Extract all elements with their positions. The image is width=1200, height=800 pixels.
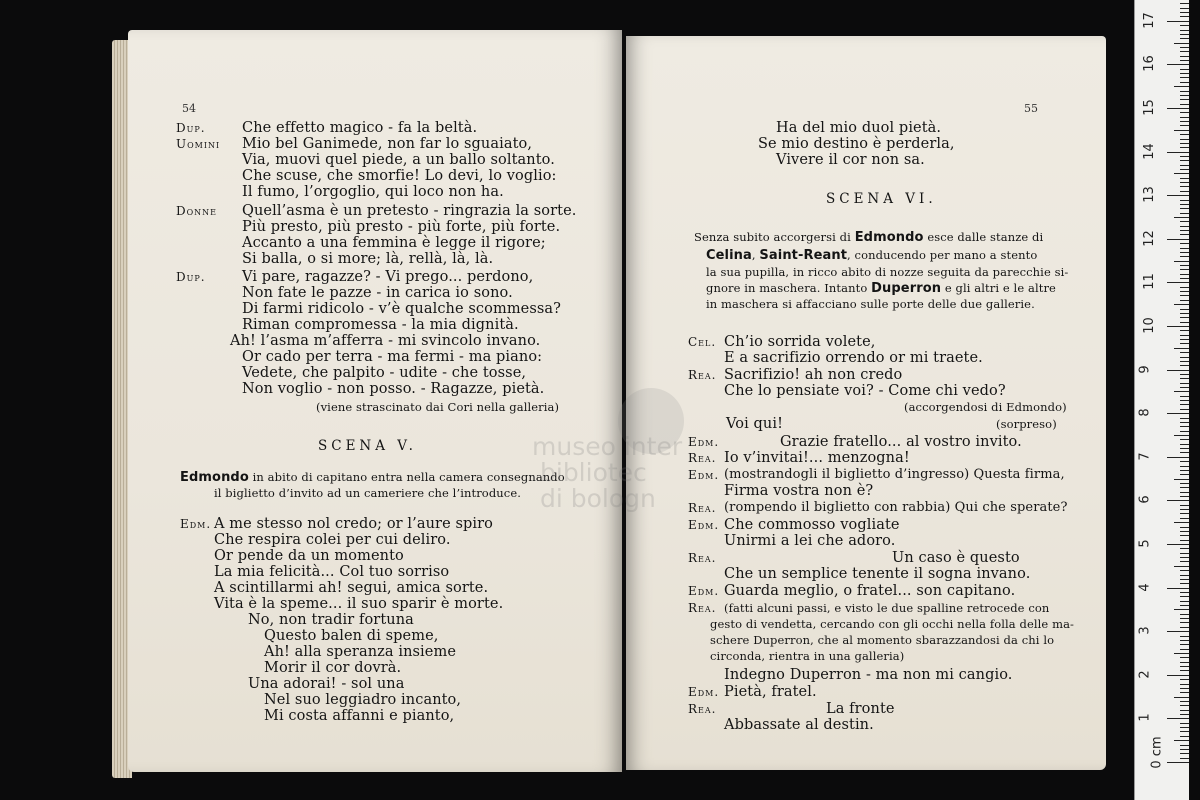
left-page	[128, 30, 622, 772]
ruler-tick	[1180, 186, 1189, 187]
ruler-tick	[1180, 160, 1189, 161]
ruler-tick	[1180, 38, 1189, 39]
ruler-tick	[1174, 522, 1189, 523]
ruler-tick	[1174, 479, 1189, 480]
ruler-tick	[1180, 404, 1189, 405]
ruler-tick	[1167, 500, 1189, 501]
ruler-tick	[1180, 243, 1189, 244]
ruler-tick	[1180, 745, 1189, 746]
watermark-line: di bologn	[540, 484, 656, 513]
ruler-number: 14	[1141, 142, 1157, 160]
ruler-tick	[1180, 125, 1189, 126]
verse-line: Di farmi ridicolo - v’è qualche scommessa?	[242, 301, 562, 317]
ruler-tick	[1180, 614, 1189, 615]
ruler-tick	[1174, 740, 1189, 741]
ruler-tick	[1180, 579, 1189, 580]
ruler-tick	[1174, 173, 1189, 174]
ruler-tick	[1180, 483, 1189, 484]
scene-desc-text: gnore in maschera. Intanto	[706, 281, 868, 295]
ruler-tick	[1180, 143, 1189, 144]
right-page: 55 Ha del mio duol pietà. Se mio destino è perderla, Vivere il cor non sa. SCENA VI. Senza subito accorgersi di Edmondo esce dalle stanze di Celina, Saint-Reant, conducendo per mano a stento la sua pupilla, in ricco abito di nozze seguita da parecchie si- gnore in maschera. Intanto Duperron e gli altri e le altre in maschera si affacciano sulle porte delle due gallerie. Cel. Ch’io sorrida volete, E a sacrifizio orrendo or mi traete. Rea. Sacrifizio! ah non credo Che lo pensiate voi? - Come chi vedo? (accorgendosi di Edmondo) Voi qui! (sorpreso) Edm. Grazie fratello... al vostro invito. Rea. Io v’invitai!... menzogna! Edm. (mostrandogli il biglietto d’ingresso) Questa firma, Firma vostra non è? Rea. (rompendo il biglietto con rabbia) Qui che sperate? Edm. Che commosso vogliate Unirmi a lei che adoro. Rea. Un caso è questo Che un semplice tenente il sogna invano. Edm. Guarda meglio, o fratel... son capitano. Rea. (fatti alcuni passi, e visto le due spalline retrocede con gesto di vendetta, cercando con gli occhi nella folla delle ma- schere Duperron, che al momento sbarazzandosi da chi lo circonda, rientra in una galleria) Indegno Duperron - ma non mi cangio. Edm. Pietà, fratel. Rea. La fronte Abbassate al destin.	[626, 36, 1106, 770]
ruler-tick	[1174, 86, 1189, 87]
ruler-tick	[1180, 618, 1189, 619]
ruler-number: 1	[1137, 713, 1153, 723]
ruler-tick	[1180, 265, 1189, 266]
ruler-tick	[1180, 121, 1189, 122]
verse-line: La fronte	[826, 701, 895, 717]
verse-line: Sacrifizio! ah non credo	[724, 367, 903, 383]
ruler-tick	[1180, 422, 1189, 423]
ruler-tick	[1180, 339, 1189, 340]
ruler-tick	[1180, 269, 1189, 270]
ruler-tick	[1180, 527, 1189, 528]
ruler-tick	[1180, 95, 1189, 96]
page-number: 54	[182, 102, 196, 115]
ruler-tick	[1180, 73, 1189, 74]
verse-line: Unirmi a lei che adoro.	[724, 533, 896, 549]
ruler-tick	[1180, 221, 1189, 222]
verse-line: Guarda meglio, o fratel... son capitano.	[724, 583, 1016, 599]
verse-line: E a sacrifizio orrendo or mi traete.	[724, 350, 983, 366]
character-name: Celina	[706, 248, 752, 263]
verse-line: Abbassate al destin.	[724, 717, 874, 733]
speaker-label: Edm.	[688, 685, 720, 699]
ruler-tick	[1180, 644, 1189, 645]
ruler-tick	[1180, 91, 1189, 92]
ruler-tick	[1180, 400, 1189, 401]
ruler-tick	[1180, 134, 1189, 135]
verse-line: Non voglio - non posso. - Ragazze, pietà.	[242, 381, 545, 397]
verse-line: Ah! l’asma m’afferra - mi svincolo invano.	[230, 333, 541, 349]
speaker-label: Edm.	[688, 518, 720, 532]
scene-heading: SCENA VI.	[826, 191, 937, 207]
speaker-label: Edm.	[688, 468, 720, 482]
verse-line: Vivere il cor non sa.	[776, 152, 925, 168]
verse-line: Che lo pensiate voi? - Come chi vedo?	[724, 383, 1006, 399]
verse-line: (mostrandogli il biglietto d’ingresso) Questa firma,	[724, 467, 1065, 482]
ruler-number: 5	[1137, 539, 1153, 548]
scene-desc-text: esce dalle stanze di	[927, 230, 1044, 244]
character-name: Duperron	[871, 281, 942, 296]
ruler-tick	[1180, 531, 1189, 532]
ruler-tick	[1167, 675, 1189, 676]
ruler-tick	[1180, 343, 1189, 344]
stage-direction: (viene strascinato dai Cori nella galleria)	[316, 400, 560, 414]
speaker-label: Edm.	[688, 584, 720, 598]
ruler-tick	[1180, 383, 1189, 384]
verse-line: Il fumo, l’orgoglio, qui loco non ha.	[242, 184, 504, 200]
ruler-tick	[1174, 261, 1189, 262]
ruler-tick	[1180, 605, 1189, 606]
ruler-tick	[1180, 452, 1189, 453]
ruler-tick	[1180, 56, 1189, 57]
verse-line: Vi pare, ragazze? - Vi prego... perdono,	[242, 269, 534, 285]
speaker-label: Rea.	[688, 451, 717, 465]
ruler-tick	[1180, 723, 1189, 724]
ruler-tick	[1180, 34, 1189, 35]
ruler-tick	[1180, 47, 1189, 48]
ruler-tick	[1180, 182, 1189, 183]
ruler-tick	[1180, 470, 1189, 471]
ruler-tick	[1174, 217, 1189, 218]
ruler-tick	[1167, 64, 1189, 65]
ruler-number: 7	[1137, 452, 1153, 461]
ruler-tick	[1174, 304, 1189, 305]
ruler-tick	[1180, 226, 1189, 227]
ruler-tick	[1174, 566, 1189, 567]
ruler-number: 15	[1141, 99, 1157, 116]
ruler-tick	[1180, 252, 1189, 253]
scene-desc-text: la sua pupilla, in ricco abito di nozze seguita da parecchie si-	[706, 265, 1069, 279]
ruler-tick	[1180, 165, 1189, 166]
ruler-tick	[1180, 77, 1189, 78]
ruler-tick	[1180, 727, 1189, 728]
scene-desc-text: il biglietto d’invito ad un cameriere che l’introduce.	[214, 486, 521, 500]
ruler-number: 17	[1141, 12, 1157, 29]
speaker-label: Dup.	[176, 270, 206, 284]
ruler-tick	[1174, 130, 1189, 131]
verse-line: Riman compromessa - la mia dignità.	[242, 317, 519, 333]
verse-line: Voi qui!	[726, 416, 784, 432]
ruler-tick	[1180, 365, 1189, 366]
ruler-tick	[1180, 30, 1189, 31]
ruler-tick	[1180, 82, 1189, 83]
stage-direction: gesto di vendetta, cercando con gli occhi nella folla delle ma-	[710, 617, 1075, 631]
verse-line: Che effetto magico - fa la beltà.	[242, 120, 478, 136]
ruler-tick	[1174, 609, 1189, 610]
speaker-label: Rea.	[688, 702, 717, 716]
ruler-tick	[1167, 762, 1189, 763]
ruler-tick	[1180, 352, 1189, 353]
ruler-tick	[1180, 60, 1189, 61]
stage-direction: (accorgendosi di Edmondo)	[904, 400, 1067, 414]
ruler-tick	[1167, 326, 1189, 327]
speaker-label: Dup.	[176, 121, 206, 135]
ruler-tick	[1180, 557, 1189, 558]
ruler-tick	[1180, 287, 1189, 288]
ruler-tick	[1180, 596, 1189, 597]
ruler-tick	[1180, 553, 1189, 554]
ruler-tick	[1180, 714, 1189, 715]
ruler-tick	[1180, 688, 1189, 689]
ruler-tick	[1180, 749, 1189, 750]
ruler-tick	[1180, 570, 1189, 571]
ruler-tick	[1180, 701, 1189, 702]
ruler-tick	[1167, 370, 1189, 371]
ruler-number: 13	[1141, 186, 1157, 203]
verse-line: Vita è la speme... il suo sparir è morte.	[214, 596, 504, 612]
verse-line: Ah! alla speranza insieme	[264, 644, 456, 660]
ruler-number: 8	[1137, 408, 1153, 417]
ruler-tick	[1180, 178, 1189, 179]
ruler-tick	[1180, 200, 1189, 201]
ruler-tick	[1180, 3, 1189, 4]
ruler-tick	[1180, 213, 1189, 214]
ruler-tick	[1180, 535, 1189, 536]
ruler-tick	[1180, 601, 1189, 602]
ruler-tick	[1180, 169, 1189, 170]
verse-line: Firma vostra non è?	[724, 483, 874, 499]
ruler-tick	[1180, 509, 1189, 510]
verse-line: Vedete, che palpito - udite - che tosse,	[242, 365, 527, 381]
ruler-tick	[1180, 409, 1189, 410]
ruler-tick	[1180, 640, 1189, 641]
ruler-number: 4	[1137, 582, 1153, 592]
ruler-tick	[1167, 413, 1189, 414]
ruler-tick	[1180, 156, 1189, 157]
ruler-tick	[1180, 322, 1189, 323]
stage-direction: (fatti alcuni passi, e visto le due spalline retrocede con	[724, 601, 1050, 615]
ruler-tick	[1180, 736, 1189, 737]
ruler-tick	[1180, 466, 1189, 467]
ruler-tick	[1180, 649, 1189, 650]
ruler-tick	[1180, 117, 1189, 118]
verse-line: Indegno Duperron - ma non mi cangio.	[724, 667, 1013, 683]
verse-line: Or cado per terra - ma fermi - ma piano:	[242, 349, 543, 365]
ruler-tick	[1180, 627, 1189, 628]
speaker-label: Rea.	[688, 601, 717, 615]
verse-line: A me stesso nol credo; or l’aure spiro	[214, 516, 493, 532]
ruler-tick	[1180, 487, 1189, 488]
ruler-number: 9	[1137, 364, 1153, 374]
verse-line: Or pende da un momento	[214, 548, 404, 564]
speaker-label: Donne	[176, 204, 218, 218]
ruler-tick	[1180, 758, 1189, 759]
ruler-tick	[1167, 108, 1189, 109]
verse-line: Mio bel Ganimede, non far lo sguaiato,	[242, 136, 533, 152]
ruler-tick	[1180, 295, 1189, 296]
ruler-tick	[1180, 461, 1189, 462]
ruler-tick	[1180, 274, 1189, 275]
ruler-tick	[1180, 666, 1189, 667]
ruler-tick	[1180, 431, 1189, 432]
watermark-line: museo inter	[532, 432, 683, 461]
ruler-tick	[1167, 195, 1189, 196]
ruler-tick	[1180, 505, 1189, 506]
ruler-tick	[1180, 335, 1189, 336]
ruler-tick	[1180, 684, 1189, 685]
ruler-tick	[1180, 496, 1189, 497]
ruler-tick	[1180, 12, 1189, 13]
ruler-tick	[1180, 99, 1189, 100]
verse-line: Quell’asma è un pretesto - ringrazia la sorte.	[242, 203, 577, 219]
ruler-tick	[1180, 710, 1189, 711]
ruler-tick	[1180, 16, 1189, 17]
ruler-tick	[1180, 396, 1189, 397]
ruler-tick	[1180, 313, 1189, 314]
ruler-tick	[1180, 361, 1189, 362]
ruler-tick	[1180, 234, 1189, 235]
stage-direction: (sorpreso)	[996, 417, 1057, 431]
ruler-tick	[1180, 439, 1189, 440]
scene-heading: SCENA V.	[318, 438, 417, 454]
scene-desc-text: , conducendo per mano a stento	[847, 248, 1038, 262]
ruler-number: 12	[1141, 230, 1157, 247]
watermark-line: bibliotec	[540, 458, 647, 487]
verse-line: Che un semplice tenente il sogna invano.	[724, 566, 1031, 582]
verse-line: Si balla, o si more; là, rellà, là, là.	[242, 251, 494, 267]
ruler-tick	[1180, 374, 1189, 375]
ruler-tick	[1180, 540, 1189, 541]
ruler-tick	[1174, 391, 1189, 392]
verse-line: Che respira colei per cui deliro.	[214, 532, 451, 548]
verse-line: Pietà, fratel.	[724, 684, 817, 700]
ruler-tick	[1180, 418, 1189, 419]
verse-line: Ch’io sorrida volete,	[724, 334, 876, 350]
scene-desc-text: in abito di capitano entra nella camera consegnando	[252, 470, 565, 484]
ruler-tick	[1180, 561, 1189, 562]
verse-line: Un caso è questo	[892, 550, 1020, 566]
ruler-tick	[1180, 670, 1189, 671]
measuring-ruler	[1134, 0, 1189, 800]
character-name: Saint-Reant	[759, 248, 848, 263]
page-number: 55	[1024, 102, 1038, 115]
verse-line: Che commosso vogliate	[724, 517, 900, 533]
ruler-tick	[1180, 139, 1189, 140]
verse-line: Grazie fratello... al vostro invito.	[780, 434, 1022, 450]
ruler-tick	[1180, 575, 1189, 576]
ruler-tick	[1180, 426, 1189, 427]
ruler-tick	[1180, 513, 1189, 514]
ruler-tick	[1180, 309, 1189, 310]
ruler-tick	[1180, 731, 1189, 732]
verse-line: Più presto, più presto - più forte, più forte.	[242, 219, 561, 235]
open-book	[112, 30, 1112, 778]
ruler-tick	[1174, 43, 1189, 44]
ruler-tick	[1180, 357, 1189, 358]
speaker-label: Rea.	[688, 501, 717, 515]
verse-line: Via, muovi quel piede, a un ballo soltanto.	[242, 152, 555, 168]
ruler-tick	[1174, 435, 1189, 436]
verse-line: Mi costa affanni e pianto,	[264, 708, 455, 724]
stage-direction: circonda, rientra in una galleria)	[710, 649, 905, 663]
ruler-tick	[1180, 474, 1189, 475]
ruler-tick	[1180, 291, 1189, 292]
speaker-label: Rea.	[688, 368, 717, 382]
speaker-label: Cel.	[688, 335, 717, 349]
ruler-tick	[1180, 147, 1189, 148]
verse-line: Che scuse, che smorfie! Lo devi, lo voglio:	[242, 168, 557, 184]
scene-desc-text: Senza subito accorgersi di	[694, 230, 851, 244]
ruler-tick	[1180, 583, 1189, 584]
verse-line: A scintillarmi ah! segui, amica sorte.	[214, 580, 489, 596]
ruler-tick	[1180, 657, 1189, 658]
character-name: Edmondo	[180, 470, 249, 485]
verse-line: La mia felicità... Col tuo sorriso	[214, 564, 450, 580]
ruler-tick	[1180, 378, 1189, 379]
verse-line: Nel suo leggiadro incanto,	[264, 692, 462, 708]
ruler-tick	[1180, 548, 1189, 549]
ruler-tick	[1167, 631, 1189, 632]
verse-line: Una adorai! - sol una	[248, 676, 405, 692]
ruler-tick	[1167, 718, 1189, 719]
ruler-tick	[1180, 69, 1189, 70]
ruler-tick	[1167, 239, 1189, 240]
ruler-tick	[1167, 21, 1189, 22]
ruler-tick	[1180, 204, 1189, 205]
stage-direction: schere Duperron, che al momento sbarazzandosi da chi lo	[710, 633, 1055, 647]
ruler-tick	[1180, 387, 1189, 388]
ruler-tick	[1180, 191, 1189, 192]
verse-line: Questo balen di speme,	[264, 628, 439, 644]
ruler-tick	[1180, 448, 1189, 449]
ruler-tick	[1180, 444, 1189, 445]
watermark	[532, 434, 682, 512]
verse-line: Se mio destino è perderla,	[758, 136, 955, 152]
ruler-number: 11	[1141, 273, 1157, 291]
verse-line: Io v’invitai!... menzogna!	[724, 450, 910, 466]
speaker-label: Uomini	[176, 137, 221, 151]
ruler-tick	[1167, 457, 1189, 458]
verse-line: (rompendo il biglietto con rabbia) Qui che sperate?	[724, 500, 1068, 515]
ruler-tick	[1180, 208, 1189, 209]
ruler-tick	[1167, 588, 1189, 589]
speaker-label: Edm.	[688, 435, 720, 449]
ruler-number: 2	[1137, 670, 1153, 679]
ruler-tick	[1180, 679, 1189, 680]
ruler-tick	[1180, 317, 1189, 318]
ruler-tick	[1180, 692, 1189, 693]
ruler-tick	[1167, 544, 1189, 545]
ruler-tick	[1180, 300, 1189, 301]
verse-line: Non fate le pazze - in carica io sono.	[242, 285, 513, 301]
ruler-tick	[1180, 278, 1189, 279]
ruler-tick	[1180, 492, 1189, 493]
ruler-tick	[1174, 697, 1189, 698]
ruler-tick	[1167, 282, 1189, 283]
ruler-tick	[1167, 152, 1189, 153]
ruler-tick	[1180, 25, 1189, 26]
ruler-tick	[1180, 753, 1189, 754]
ruler-number: 3	[1137, 626, 1153, 635]
ruler-tick	[1180, 662, 1189, 663]
ruler-tick	[1180, 622, 1189, 623]
verse-line: No, non tradir fortuna	[248, 612, 414, 628]
ruler-number: 16	[1141, 55, 1157, 73]
ruler-tick	[1180, 705, 1189, 706]
ruler-tick	[1180, 51, 1189, 52]
ruler-tick	[1180, 104, 1189, 105]
ruler-tick	[1180, 518, 1189, 519]
ruler-tick	[1180, 112, 1189, 113]
ruler-number: 6	[1137, 495, 1153, 505]
ruler-tick	[1174, 348, 1189, 349]
ruler-number: 10	[1141, 317, 1157, 334]
ruler-tick	[1180, 248, 1189, 249]
ruler-tick	[1180, 330, 1189, 331]
speaker-label: Rea.	[688, 551, 717, 565]
verse-line: Accanto a una femmina è legge il rigore;	[242, 235, 546, 251]
ruler-tick	[1180, 230, 1189, 231]
ruler-tick	[1180, 256, 1189, 257]
scene-desc-text: in maschera si affacciano sulle porte delle due gallerie.	[706, 297, 1035, 311]
scene-desc-text: e gli altri e le altre	[944, 281, 1056, 295]
ruler-tick	[1180, 636, 1189, 637]
speaker-label: Edm.	[180, 517, 212, 531]
ruler-tick	[1180, 8, 1189, 9]
ruler-tick	[1180, 592, 1189, 593]
character-name: Edmondo	[854, 230, 924, 245]
ruler-tick	[1174, 653, 1189, 654]
verse-line: Morir il cor dovrà.	[264, 660, 402, 676]
verse-line: Ha del mio duol pietà.	[776, 120, 942, 136]
ruler-unit: 0 cm	[1149, 736, 1165, 769]
